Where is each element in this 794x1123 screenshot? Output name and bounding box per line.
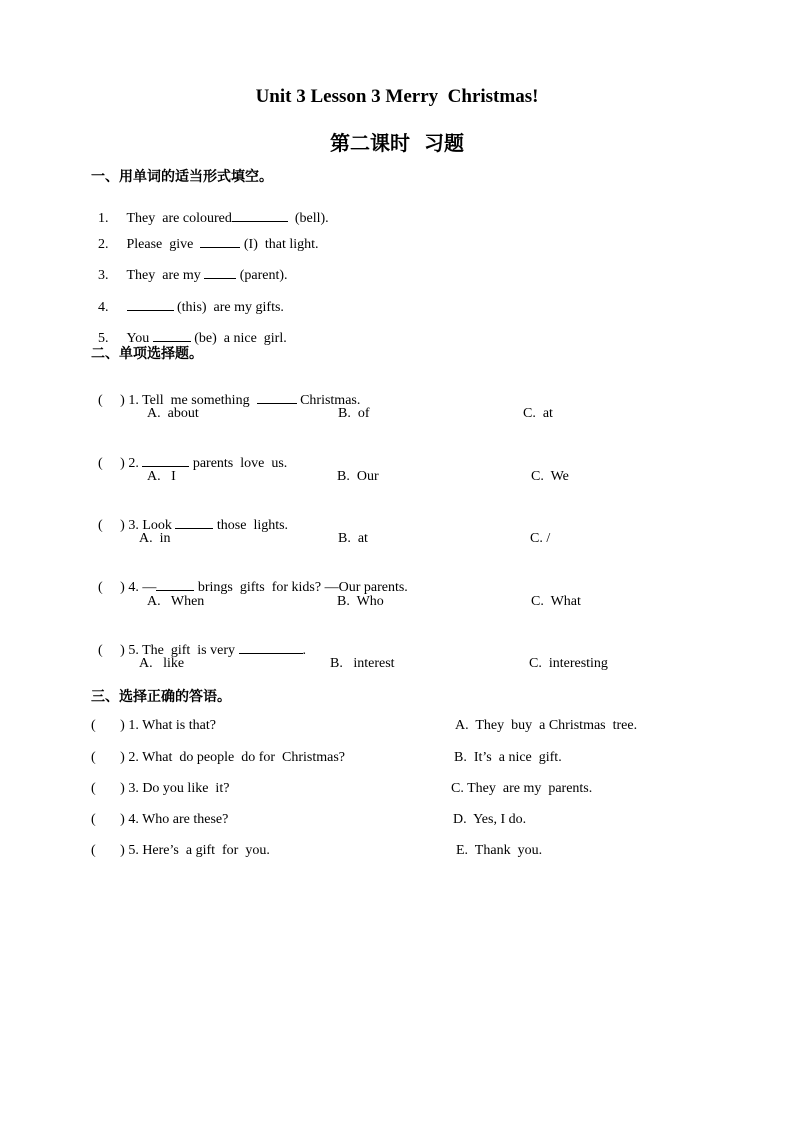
item-number: 5. [98, 331, 109, 346]
answer-blank[interactable] [200, 235, 240, 248]
answer-blank[interactable] [142, 454, 189, 467]
answer-blank[interactable] [239, 641, 303, 654]
option-b[interactable]: B. at [338, 531, 368, 546]
match-answer-e: E. Thank you. [456, 843, 543, 858]
answer-blank[interactable] [127, 298, 174, 311]
question-stem: ( ) 3. Look [98, 518, 176, 533]
fill-item-5 [91, 313, 287, 347]
item-number: 2. [98, 237, 109, 252]
question-stem-end: . [302, 643, 306, 658]
match-answer-b: B. It’s a nice gift. [454, 750, 562, 765]
section-1-heading: 一、用单词的适当形式填空。 [91, 169, 273, 185]
fill-item-2 [91, 219, 319, 253]
match-question-5: ( ) 5. Here’s a gift for you. [91, 843, 270, 858]
section-2-heading: 二、单项选择题。 [91, 346, 203, 362]
item-text-after: (bell). [287, 211, 329, 226]
option-a[interactable]: A. in [139, 531, 171, 546]
item-text-after: (I) that light. [240, 237, 319, 252]
mc-question-5 [91, 625, 306, 659]
option-c[interactable]: C. interesting [529, 656, 608, 671]
item-number: 4. [98, 300, 109, 315]
option-b[interactable]: B. of [338, 406, 370, 421]
mc-question-2 [91, 438, 287, 472]
option-a[interactable]: A. I [147, 469, 176, 484]
item-text-after: (be) a nice girl. [190, 331, 287, 346]
answer-blank[interactable] [156, 578, 194, 591]
option-b[interactable]: B. Who [337, 594, 384, 609]
item-text-after: (this) are my gifts. [173, 300, 284, 315]
option-a[interactable]: A. like [139, 656, 185, 671]
question-stem: ( ) 4. — [98, 580, 157, 595]
match-answer-d: D. Yes, I do. [453, 812, 527, 827]
question-stem: ( ) 5. The gift is very [98, 643, 239, 658]
question-stem-end: those lights. [213, 518, 289, 533]
item-number: 3. [98, 268, 109, 283]
option-a[interactable]: A. about [147, 406, 199, 421]
option-a[interactable]: A. When [147, 594, 205, 609]
question-stem-end: brings gifts for kids? —Our parents. [194, 580, 408, 595]
option-b[interactable]: B. interest [330, 656, 395, 671]
item-text-before: Please give [126, 237, 201, 252]
option-c[interactable]: C. / [530, 531, 551, 546]
item-number: 1. [98, 211, 109, 226]
question-stem-end: parents love us. [189, 456, 288, 471]
match-question-1: ( ) 1. What is that? [91, 718, 216, 733]
answer-blank[interactable] [204, 266, 236, 279]
item-text-before: They are my [126, 268, 205, 283]
item-text-before: They are coloured [126, 211, 232, 226]
item-text-after: (parent). [236, 268, 288, 283]
match-answer-c: C. They are my parents. [451, 781, 593, 796]
match-question-3: ( ) 3. Do you like it? [91, 781, 230, 796]
match-question-2: ( ) 2. What do people do for Christmas? [91, 750, 346, 765]
mc-question-4 [91, 562, 408, 596]
option-b[interactable]: B. Our [337, 469, 379, 484]
fill-item-3 [91, 250, 288, 284]
match-question-4: ( ) 4. Who are these? [91, 812, 229, 827]
question-stem-end: Christmas. [296, 393, 361, 408]
worksheet-subtitle: 第二课时 习题 [330, 131, 464, 155]
answer-blank[interactable] [153, 329, 191, 342]
option-c[interactable]: C. We [531, 469, 569, 484]
worksheet-title: Unit 3 Lesson 3 Merry Christmas! [255, 86, 539, 107]
option-c[interactable]: C. What [531, 594, 581, 609]
match-answer-a: A. They buy a Christmas tree. [455, 718, 638, 733]
mc-question-3 [91, 500, 288, 534]
section-3-heading: 三、选择正确的答语。 [91, 689, 231, 705]
question-stem: ( ) 1. Tell me something [98, 393, 257, 408]
item-text-before: You [126, 331, 153, 346]
answer-blank[interactable] [175, 516, 213, 529]
fill-item-4 [91, 282, 284, 316]
option-c[interactable]: C. at [523, 406, 553, 421]
mc-question-1 [91, 375, 360, 409]
answer-blank[interactable] [257, 391, 297, 404]
question-stem: ( ) 2. [98, 456, 143, 471]
